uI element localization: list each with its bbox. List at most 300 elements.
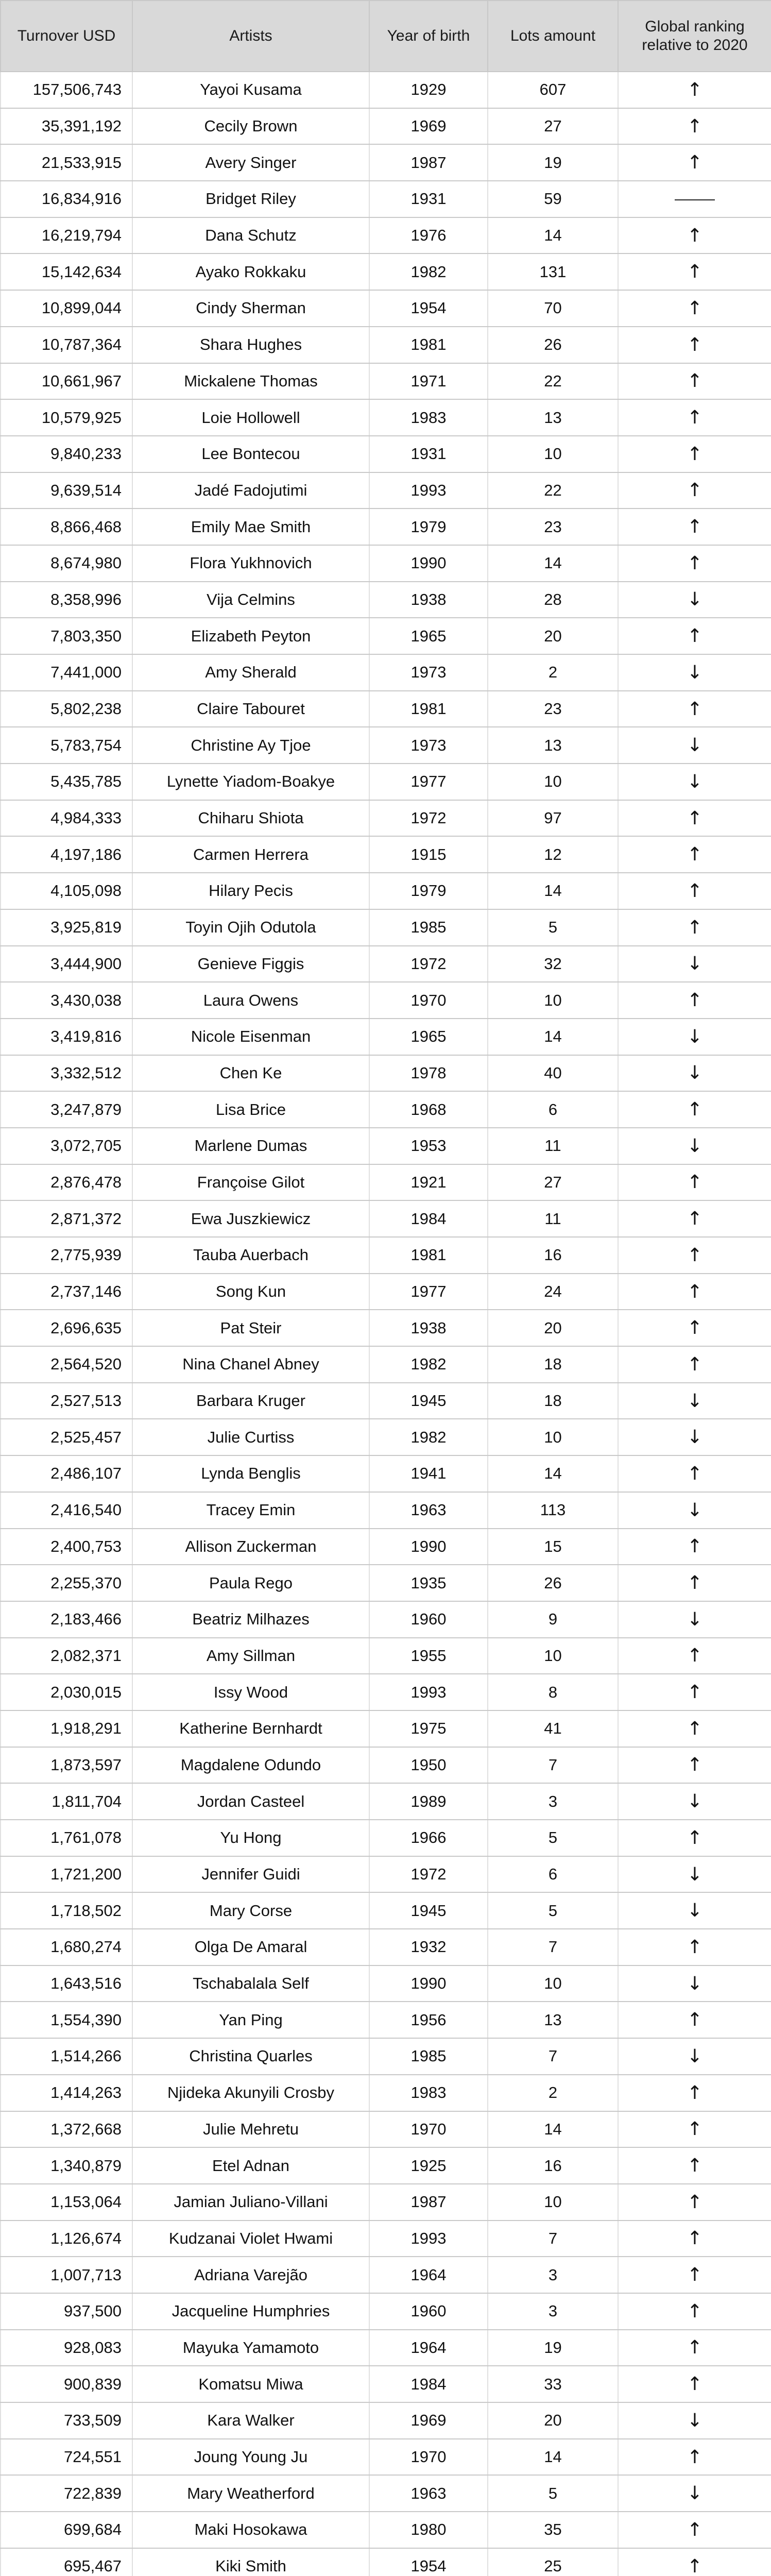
table-row: [1, 1674, 771, 1710]
ranking-trend-cell: [618, 764, 771, 800]
year-of-birth-cell: 1945: [369, 1383, 488, 1419]
arrow-down-icon: ↓: [687, 1900, 703, 1922]
ranking-trend-cell: [618, 982, 771, 1019]
arrow-up-icon: ↑: [687, 115, 703, 137]
table-row: [1, 290, 771, 327]
turnover-cell: 16,219,794: [1, 217, 132, 254]
table-row: [1, 327, 771, 363]
turnover-cell: 1,721,200: [1, 1856, 132, 1893]
ranking-trend-cell: [618, 2293, 771, 2330]
artist-cell: Etel Adnan: [132, 2147, 369, 2184]
arrow-up-icon: ↑: [687, 1754, 703, 1776]
lots-amount-cell: 70: [488, 290, 618, 327]
ranking-trend-cell: [618, 873, 771, 909]
year-of-birth-cell: 1983: [369, 399, 488, 436]
lots-amount-cell: 97: [488, 800, 618, 837]
artist-cell: Elizabeth Peyton: [132, 618, 369, 654]
lots-amount-cell: 22: [488, 472, 618, 509]
table-row: [1, 764, 771, 800]
year-of-birth-cell: 1972: [369, 946, 488, 982]
ranking-trend-cell: [618, 1710, 771, 1747]
ranking-trend-cell: [618, 363, 771, 400]
turnover-cell: 1,554,390: [1, 2002, 132, 2038]
year-of-birth-cell: 1993: [369, 472, 488, 509]
lots-amount-cell: 7: [488, 1747, 618, 1784]
arrow-up-icon: ↑: [687, 698, 703, 720]
ranking-trend-cell: [618, 2439, 771, 2476]
ranking-trend-cell: [618, 1492, 771, 1529]
lots-amount-cell: 10: [488, 764, 618, 800]
lots-amount-cell: 20: [488, 618, 618, 654]
artist-cell: Jadé Fadojutimi: [132, 472, 369, 509]
year-of-birth-cell: 1987: [369, 2184, 488, 2221]
year-of-birth-cell: 1985: [369, 2038, 488, 2075]
lots-amount-cell: 2: [488, 654, 618, 691]
turnover-cell: 937,500: [1, 2293, 132, 2330]
arrow-up-icon: ↑: [687, 334, 703, 355]
arrow-up-icon: ↑: [687, 480, 703, 501]
artist-cell: Maki Hosokawa: [132, 2512, 369, 2548]
turnover-cell: 2,737,146: [1, 1274, 132, 1310]
artist-cell: Toyin Ojih Odutola: [132, 909, 369, 946]
turnover-cell: 1,873,597: [1, 1747, 132, 1784]
arrow-up-icon: ↑: [687, 552, 703, 574]
turnover-cell: 10,787,364: [1, 327, 132, 363]
artist-cell: Emily Mae Smith: [132, 509, 369, 545]
lots-amount-cell: 11: [488, 1128, 618, 1164]
table-row: [1, 1492, 771, 1529]
lots-amount-cell: 26: [488, 1565, 618, 1601]
turnover-cell: 10,899,044: [1, 290, 132, 327]
turnover-cell: 7,441,000: [1, 654, 132, 691]
table-row: [1, 1892, 771, 1929]
turnover-cell: 3,430,038: [1, 982, 132, 1019]
turnover-cell: 3,419,816: [1, 1019, 132, 1055]
arrow-down-icon: ↓: [687, 1499, 703, 1521]
turnover-cell: 2,871,372: [1, 1200, 132, 1237]
artist-cell: Amy Sherald: [132, 654, 369, 691]
table-row: [1, 1310, 771, 1346]
year-of-birth-cell: 1960: [369, 1601, 488, 1638]
table-row: [1, 618, 771, 654]
turnover-cell: 9,840,233: [1, 436, 132, 472]
artist-cell: Beatriz Milhazes: [132, 1601, 369, 1638]
turnover-cell: 2,416,540: [1, 1492, 132, 1529]
ranking-trend-cell: [618, 2111, 771, 2148]
arrow-up-icon: ↑: [687, 2555, 703, 2576]
lots-amount-cell: 59: [488, 181, 618, 217]
lots-amount-cell: 27: [488, 1164, 618, 1201]
table-row: [1, 1346, 771, 1383]
turnover-cell: 5,783,754: [1, 727, 132, 764]
turnover-cell: 157,506,743: [1, 72, 132, 108]
lots-amount-cell: 16: [488, 2147, 618, 2184]
ranking-trend-cell: [618, 727, 771, 764]
ranking-trend-cell: [618, 2002, 771, 2038]
ranking-trend-cell: [618, 2147, 771, 2184]
ranking-trend-cell: [618, 2366, 771, 2402]
turnover-cell: 1,126,674: [1, 2221, 132, 2257]
table-body: [1, 72, 771, 2576]
artist-cell: Jennifer Guidi: [132, 1856, 369, 1893]
table-row: [1, 108, 771, 145]
artist-cell: Katherine Bernhardt: [132, 1710, 369, 1747]
ranking-trend-cell: [618, 2330, 771, 2366]
lots-amount-cell: 18: [488, 1383, 618, 1419]
arrow-up-icon: ↑: [687, 2374, 703, 2395]
ranking-trend-cell: [618, 1346, 771, 1383]
ranking-trend-cell: [618, 582, 771, 618]
arrow-up-icon: ↑: [687, 1281, 703, 1302]
ranking-trend-cell: [618, 2402, 771, 2439]
year-of-birth-cell: 1941: [369, 1455, 488, 1492]
artist-cell: Tracey Emin: [132, 1492, 369, 1529]
lots-amount-cell: 41: [488, 1710, 618, 1747]
turnover-cell: 724,551: [1, 2439, 132, 2476]
table-row: [1, 1091, 771, 1128]
lots-amount-cell: 10: [488, 2184, 618, 2221]
ranking-trend-cell: [618, 545, 771, 582]
ranking-trend-cell: [618, 181, 771, 217]
table-row: [1, 472, 771, 509]
lots-amount-cell: 40: [488, 1055, 618, 1092]
table-row: [1, 2293, 771, 2330]
turnover-cell: 1,761,078: [1, 1820, 132, 1856]
arrow-down-icon: ↓: [687, 1390, 703, 1412]
table-row: [1, 2402, 771, 2439]
year-of-birth-cell: 1985: [369, 909, 488, 946]
arrow-up-icon: ↑: [687, 917, 703, 938]
table-row: [1, 2475, 771, 2512]
arrow-up-icon: ↑: [687, 2337, 703, 2359]
year-of-birth-cell: 1984: [369, 1200, 488, 1237]
year-of-birth-cell: 1956: [369, 2002, 488, 2038]
year-of-birth-cell: 1964: [369, 2257, 488, 2293]
arrow-down-icon: ↓: [687, 1791, 703, 1812]
table-row: [1, 2257, 771, 2293]
turnover-cell: 1,007,713: [1, 2257, 132, 2293]
arrow-up-icon: ↑: [687, 1208, 703, 1230]
arrow-up-icon: ↑: [687, 2446, 703, 2468]
artist-cell: Lisa Brice: [132, 1091, 369, 1128]
year-of-birth-cell: 1950: [369, 1747, 488, 1784]
year-of-birth-cell: 1965: [369, 1019, 488, 1055]
arrow-down-icon: ↓: [687, 1863, 703, 1885]
artist-cell: Carmen Herrera: [132, 836, 369, 873]
ranking-trend-cell: [618, 2257, 771, 2293]
arrow-down-icon: ↓: [687, 1427, 703, 1448]
ranking-trend-cell: [618, 1529, 771, 1565]
turnover-cell: 2,400,753: [1, 1529, 132, 1565]
turnover-cell: 900,839: [1, 2366, 132, 2402]
arrow-up-icon: ↑: [687, 625, 703, 647]
lots-amount-cell: 5: [488, 1892, 618, 1929]
lots-amount-cell: 7: [488, 2221, 618, 2257]
table-row: [1, 2038, 771, 2075]
ranking-trend-cell: [618, 253, 771, 290]
turnover-cell: 1,514,266: [1, 2038, 132, 2075]
table-row: [1, 1965, 771, 2002]
arrow-down-icon: ↓: [687, 1973, 703, 1994]
lots-amount-cell: 8: [488, 1674, 618, 1710]
artist-cell: Paula Rego: [132, 1565, 369, 1601]
table-row: [1, 909, 771, 946]
arrow-down-icon: ↓: [687, 1026, 703, 1047]
artist-cell: Kudzanai Violet Hwami: [132, 2221, 369, 2257]
arrow-up-icon: ↑: [687, 407, 703, 429]
turnover-cell: 3,332,512: [1, 1055, 132, 1092]
year-of-birth-cell: 1931: [369, 436, 488, 472]
turnover-cell: 4,105,098: [1, 873, 132, 909]
arrow-up-icon: ↑: [687, 1244, 703, 1266]
turnover-cell: 722,839: [1, 2475, 132, 2512]
year-of-birth-cell: 1954: [369, 2548, 488, 2576]
arrow-up-icon: ↑: [687, 2119, 703, 2140]
arrow-up-icon: ↑: [687, 2228, 703, 2249]
table-row: [1, 144, 771, 181]
arrow-up-icon: ↑: [687, 152, 703, 174]
artist-cell: Bridget Riley: [132, 181, 369, 217]
table-row: [1, 1237, 771, 1274]
arrow-up-icon: ↑: [687, 990, 703, 1011]
table-row: [1, 2512, 771, 2548]
lots-amount-cell: 19: [488, 144, 618, 181]
ranking-trend-cell: [618, 691, 771, 727]
lots-amount-cell: 15: [488, 1529, 618, 1565]
lots-amount-cell: 16: [488, 1237, 618, 1274]
turnover-cell: 3,247,879: [1, 1091, 132, 1128]
arrow-up-icon: ↑: [687, 1099, 703, 1121]
ranking-trend-cell: [618, 1310, 771, 1346]
year-of-birth-cell: 1945: [369, 1892, 488, 1929]
arrow-up-icon: ↑: [687, 2191, 703, 2213]
table-row: [1, 2111, 771, 2148]
year-of-birth-cell: 1953: [369, 1128, 488, 1164]
ranking-trend-cell: [618, 1164, 771, 1201]
year-of-birth-cell: 1955: [369, 1638, 488, 1674]
year-of-birth-cell: 1969: [369, 108, 488, 145]
ranking-trend-cell: [618, 1965, 771, 2002]
ranking-trend-cell: [618, 1055, 771, 1092]
artist-cell: Genieve Figgis: [132, 946, 369, 982]
table-row: [1, 72, 771, 108]
ranking-trend-cell: [618, 1783, 771, 1820]
artist-cell: Shara Hughes: [132, 327, 369, 363]
lots-amount-cell: 5: [488, 2475, 618, 2512]
ranking-trend-cell: [618, 1747, 771, 1784]
turnover-cell: 15,142,634: [1, 253, 132, 290]
lots-amount-cell: 5: [488, 1820, 618, 1856]
table-row: [1, 2221, 771, 2257]
table-row: [1, 217, 771, 254]
lots-amount-cell: 3: [488, 2257, 618, 2293]
artist-cell: Allison Zuckerman: [132, 1529, 369, 1565]
arrow-down-icon: ↓: [687, 2483, 703, 2504]
ranking-trend-cell: [618, 2038, 771, 2075]
table-row: [1, 836, 771, 873]
arrow-up-icon: ↑: [687, 807, 703, 829]
year-of-birth-cell: 1982: [369, 1419, 488, 1455]
turnover-cell: 7,803,350: [1, 618, 132, 654]
ranking-trend-cell: [618, 1892, 771, 1929]
table-row: [1, 2548, 771, 2576]
header-global-ranking: Global ranking relative to 2020: [618, 1, 771, 72]
year-of-birth-cell: 1929: [369, 72, 488, 108]
ranking-trend-cell: [618, 946, 771, 982]
arrow-up-icon: ↑: [687, 2009, 703, 2031]
arrow-up-icon: ↑: [687, 370, 703, 392]
table-row: [1, 1019, 771, 1055]
artist-cell: Joung Young Ju: [132, 2439, 369, 2476]
artist-cell: Françoise Gilot: [132, 1164, 369, 1201]
artist-cell: Komatsu Miwa: [132, 2366, 369, 2402]
arrow-up-icon: ↑: [687, 844, 703, 866]
table-row: [1, 1055, 771, 1092]
ranking-trend-cell: [618, 472, 771, 509]
table-row: [1, 2330, 771, 2366]
artist-cell: Julie Mehretu: [132, 2111, 369, 2148]
year-of-birth-cell: 1976: [369, 217, 488, 254]
year-of-birth-cell: 1979: [369, 509, 488, 545]
arrow-down-icon: ↓: [687, 1062, 703, 1084]
ranking-trend-cell: [618, 327, 771, 363]
turnover-cell: 35,391,192: [1, 108, 132, 145]
year-of-birth-cell: 1977: [369, 1274, 488, 1310]
year-of-birth-cell: 1987: [369, 144, 488, 181]
artist-cell: Jordan Casteel: [132, 1783, 369, 1820]
dash-icon: [675, 199, 715, 200]
artist-cell: Marlene Dumas: [132, 1128, 369, 1164]
arrow-up-icon: ↑: [687, 880, 703, 902]
ranking-trend-cell: [618, 654, 771, 691]
arrow-down-icon: ↓: [687, 2045, 703, 2067]
ranking-trend-cell: [618, 1237, 771, 1274]
ranking-trend-cell: [618, 2184, 771, 2221]
year-of-birth-cell: 1971: [369, 363, 488, 400]
turnover-cell: 2,082,371: [1, 1638, 132, 1674]
artist-cell: Christina Quarles: [132, 2038, 369, 2075]
artist-cell: Tauba Auerbach: [132, 1237, 369, 1274]
year-of-birth-cell: 1993: [369, 2221, 488, 2257]
turnover-cell: 5,435,785: [1, 764, 132, 800]
artist-cell: Magdalene Odundo: [132, 1747, 369, 1784]
artist-cell: Hilary Pecis: [132, 873, 369, 909]
artist-cell: Mary Corse: [132, 1892, 369, 1929]
lots-amount-cell: 10: [488, 982, 618, 1019]
year-of-birth-cell: 1932: [369, 1929, 488, 1965]
table-row: [1, 1856, 771, 1893]
turnover-cell: 2,183,466: [1, 1601, 132, 1638]
year-of-birth-cell: 1980: [369, 2512, 488, 2548]
turnover-cell: 1,153,064: [1, 2184, 132, 2221]
turnover-cell: 1,340,879: [1, 2147, 132, 2184]
ranking-trend-cell: [618, 2512, 771, 2548]
artist-cell: Avery Singer: [132, 144, 369, 181]
arrow-down-icon: ↓: [687, 589, 703, 611]
turnover-cell: 1,643,516: [1, 1965, 132, 2002]
turnover-cell: 10,661,967: [1, 363, 132, 400]
year-of-birth-cell: 1973: [369, 654, 488, 691]
ranking-trend-cell: [618, 1419, 771, 1455]
lots-amount-cell: 14: [488, 545, 618, 582]
arrow-up-icon: ↑: [687, 1936, 703, 1958]
arrow-up-icon: ↑: [687, 2519, 703, 2540]
artist-cell: Chen Ke: [132, 1055, 369, 1092]
table-row: [1, 2184, 771, 2221]
turnover-cell: 1,718,502: [1, 1892, 132, 1929]
lots-amount-cell: 10: [488, 1965, 618, 2002]
year-of-birth-cell: 1975: [369, 1710, 488, 1747]
artist-cell: Yan Ping: [132, 2002, 369, 2038]
artist-cell: Cindy Sherman: [132, 290, 369, 327]
table-row: [1, 253, 771, 290]
year-of-birth-cell: 1990: [369, 1529, 488, 1565]
turnover-cell: 8,358,996: [1, 582, 132, 618]
header-turnover: Turnover USD: [1, 1, 132, 72]
year-of-birth-cell: 1938: [369, 1310, 488, 1346]
artist-cell: Jamian Juliano-Villani: [132, 2184, 369, 2221]
turnover-cell: 2,527,513: [1, 1383, 132, 1419]
year-of-birth-cell: 1954: [369, 290, 488, 327]
lots-amount-cell: 5: [488, 909, 618, 946]
turnover-cell: 8,866,468: [1, 509, 132, 545]
year-of-birth-cell: 1990: [369, 545, 488, 582]
table-row: [1, 1710, 771, 1747]
turnover-cell: 3,444,900: [1, 946, 132, 982]
ranking-trend-cell: [618, 1638, 771, 1674]
year-of-birth-cell: 1966: [369, 1820, 488, 1856]
artist-cell: Issy Wood: [132, 1674, 369, 1710]
table-row: [1, 654, 771, 691]
turnover-cell: 1,680,274: [1, 1929, 132, 1965]
artist-cell: Kiki Smith: [132, 2548, 369, 2576]
lots-amount-cell: 23: [488, 509, 618, 545]
year-of-birth-cell: 1979: [369, 873, 488, 909]
table-row: [1, 1565, 771, 1601]
turnover-cell: 9,639,514: [1, 472, 132, 509]
artist-cell: Barbara Kruger: [132, 1383, 369, 1419]
lots-amount-cell: 3: [488, 1783, 618, 1820]
year-of-birth-cell: 1977: [369, 764, 488, 800]
arrow-down-icon: ↓: [687, 953, 703, 975]
arrow-up-icon: ↑: [687, 261, 703, 283]
lots-amount-cell: 19: [488, 2330, 618, 2366]
ranking-trend-cell: [618, 800, 771, 837]
artist-cell: Dana Schutz: [132, 217, 369, 254]
table-row: [1, 363, 771, 400]
table-row: [1, 1128, 771, 1164]
lots-amount-cell: 6: [488, 1091, 618, 1128]
lots-amount-cell: 2: [488, 2075, 618, 2111]
year-of-birth-cell: 1990: [369, 1965, 488, 2002]
artist-cell: Chiharu Shiota: [132, 800, 369, 837]
table-row: [1, 800, 771, 837]
table-row: [1, 873, 771, 909]
lots-amount-cell: 20: [488, 1310, 618, 1346]
turnover-cell: 1,414,263: [1, 2075, 132, 2111]
turnover-cell: 2,696,635: [1, 1310, 132, 1346]
arrow-up-icon: ↑: [687, 2082, 703, 2104]
table-row: [1, 399, 771, 436]
table-row: [1, 727, 771, 764]
table-row: [1, 691, 771, 727]
lots-amount-cell: 9: [488, 1601, 618, 1638]
arrow-up-icon: ↑: [687, 1172, 703, 1193]
artist-cell: Laura Owens: [132, 982, 369, 1019]
artist-cell: Julie Curtiss: [132, 1419, 369, 1455]
header-artists: Artists: [132, 1, 369, 72]
table-row: [1, 2366, 771, 2402]
